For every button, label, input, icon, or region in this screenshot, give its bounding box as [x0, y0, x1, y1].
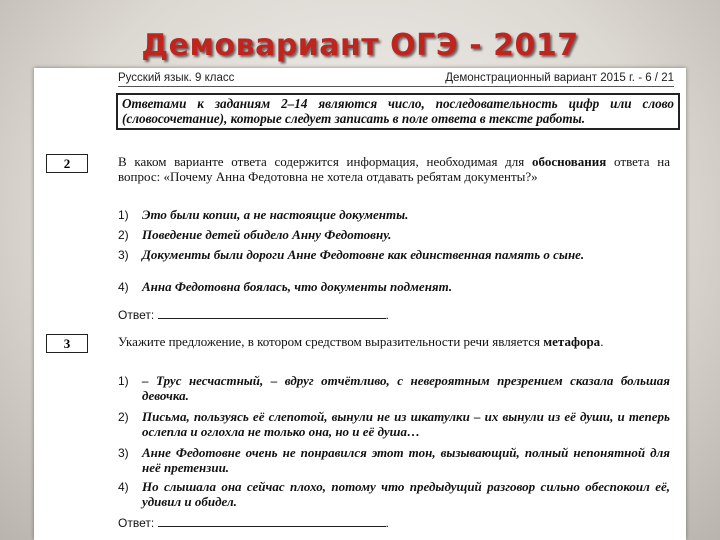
task-3-option-4: [118, 480, 670, 509]
option-text: Поведение детей обидело Анну Федотовну.: [142, 227, 392, 242]
answer-label: Ответ:: [118, 516, 155, 530]
option-text: Это были копии, а не настоящие документы.: [142, 207, 409, 222]
task-number-3: 3: [46, 334, 88, 353]
question-keyword: метафора: [543, 334, 601, 349]
option-text: Письма, пользуясь её слепотой, вынули не из шкатулки – их вынули из её души, и теперь ослепла и оглохла не только она, но и её душа…: [142, 409, 670, 439]
task-number-2: 2: [46, 154, 88, 173]
question-keyword: обоснования: [532, 154, 607, 169]
task-2-option-4: [118, 280, 670, 295]
option-number: 1): [118, 374, 129, 388]
option-number: 3): [118, 248, 129, 262]
question-text: Укажите предложение, в котором средством выразительности речи является: [118, 334, 544, 349]
option-text: Документы были дороги Анне Федотовне как единственная память о сыне.: [142, 247, 585, 262]
instructions-box: Ответами к заданиям 2–14 являются число, последовательность цифр или слово (словосочетание), которые следует записать в поле ответа в тексте работы.: [116, 93, 680, 130]
page-header: [118, 72, 674, 84]
option-number: 3): [118, 446, 129, 460]
task-2-option-2: [118, 228, 670, 243]
task-2-question: [118, 154, 670, 184]
option-text: Но слышала она сейчас плохо, потому что предыдущий разговор сильно обеспокоил её, удивил и обидел.: [142, 479, 670, 509]
task-3-answer-field[interactable]: Ответ: .: [118, 516, 389, 530]
header-divider: [118, 86, 674, 87]
answer-line[interactable]: [158, 308, 386, 319]
slide-title: Демовариант ОГЭ - 2017: [141, 28, 579, 63]
task-3-option-1: [118, 374, 670, 403]
task-3-option-2: [118, 410, 670, 439]
option-number: 4): [118, 480, 129, 494]
task-3-question: [118, 334, 670, 349]
task-3-option-3: [118, 446, 670, 475]
option-text: – Трус несчастный, – вдруг отчётливо, с невероятным презрением сказала большая девочка.: [142, 373, 670, 403]
option-text: Анна Федотовна боялась, что документы подменят.: [142, 279, 453, 294]
header-subject: Русский язык. 9 класс: [118, 72, 235, 84]
option-text: Анне Федотовне очень не понравился этот тон, вызывающий, полный непонятной для неё претензии.: [142, 445, 670, 475]
question-text: .: [600, 334, 604, 349]
task-2-answer-field[interactable]: Ответ: .: [118, 308, 389, 322]
task-2-option-3: [118, 248, 670, 263]
option-number: 4): [118, 280, 129, 294]
document-page: [34, 68, 686, 540]
option-number: 2): [118, 410, 129, 424]
question-text: ответа на вопрос: «Почему Анна Федотовна не хотела отдавать ребятам документы?»: [118, 154, 670, 184]
answer-line[interactable]: [158, 516, 386, 527]
option-number: 2): [118, 228, 129, 242]
option-number: 1): [118, 208, 129, 222]
question-text: В каком варианте ответа содержится информация, необходимая для: [118, 154, 532, 169]
task-2-option-1: [118, 208, 670, 223]
answer-label: Ответ:: [118, 308, 155, 322]
header-variant: Демонстрационный вариант 2015 г. - 6 / 21: [445, 72, 674, 84]
